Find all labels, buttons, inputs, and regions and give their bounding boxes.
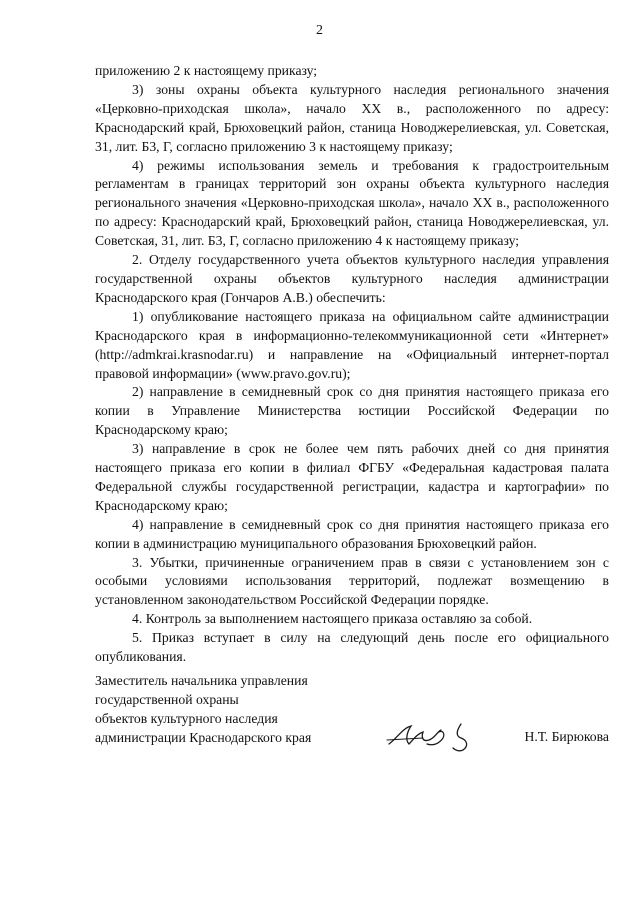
paragraph-section-2-item-3: 3) направление в срок не более чем пять рабочих дней со дня принятия настоящего приказа его копии в филиал ФГБУ «Федеральная кадастровая палата Федеральной службы государственной регистрации, кадастра и картографии» по Краснодарскому краю; bbox=[95, 441, 609, 513]
paragraph-continuation: приложению 2 к настоящему приказу; bbox=[95, 63, 318, 78]
signature-block bbox=[95, 672, 609, 752]
paragraph-section-3: 3. Убытки, причиненные ограничением прав в связи с установлением зон с особыми условиями использования территорий, подлежат возмещению в установленном законодательством Российской Федерации порядке. bbox=[95, 554, 609, 608]
signatory-title-line: государственной охраны bbox=[95, 691, 239, 707]
signatory-name: Н.Т. Бирюкова bbox=[524, 729, 609, 744]
paragraph-section-5: 5. Приказ вступает в силу на следующий день после его официального опубликования. bbox=[95, 630, 609, 665]
paragraph-item-3-zones: 3) зоны охраны объекта культурного наследия регионального значения «Церковно-приходская школа», начало XX в., расположенного по адресу: Краснодарский край, Брюховецкий район, станица Новоджерелиевская, ул. Советская, 31, лит. Б3, Г, согласно приложению 3 к настоящему приказу; bbox=[95, 81, 609, 154]
document-body bbox=[95, 62, 609, 667]
signatory-title-line: администрации Краснодарского края bbox=[95, 729, 312, 745]
paragraph-section-2-item-2: 2) направление в семидневный срок со дня принятия настоящего приказа его копии в Управление Министерства юстиции Российской Федерации по Краснодарскому краю; bbox=[95, 384, 609, 438]
paragraph-section-2-item-4: 4) направление в семидневный срок со дня принятия настоящего приказа его копии в администрацию муниципального образования Брюховецкий район. bbox=[95, 516, 609, 551]
paragraph-section-2: 2. Отделу государственного учета объектов культурного наследия управления государственной охраны объектов культурного наследия администрации Краснодарского края (Гончаров А.В.) обеспечить: bbox=[95, 252, 609, 305]
signatory-title-line: объектов культурного наследия bbox=[95, 710, 278, 726]
signatory-title bbox=[95, 672, 375, 748]
page-number: 2 bbox=[316, 23, 323, 38]
handwritten-signature bbox=[383, 718, 483, 754]
paragraph-item-4-regimes: 4) режимы использования земель и требования к градостроительным регламентам в границах территорий зон охраны объекта культурного наследия регионального значения «Церковно-приходская школа», начало XX в., расположенного по адресу: Краснодарский край, Брюховецкий район, станица Новоджерелиевская, ул. Советская, 31, лит. Б3, Г, согласно приложению 4 к настоящему приказу; bbox=[95, 157, 609, 249]
paragraph-section-4: 4. Контроль за выполнением настоящего приказа оставляю за собой. bbox=[132, 611, 533, 627]
paragraph-section-2-item-1: 1) опубликование настоящего приказа на официальном сайте администрации Краснодарского края в информационно-телекоммуникационной сети «Интернет» (http://admkrai.krasnodar.ru) и направление на «Официальный интернет-портал правовой информации» (www.pravo.gov.ru); bbox=[95, 308, 609, 381]
signatory-title-line: Заместитель начальника управления bbox=[95, 673, 308, 688]
